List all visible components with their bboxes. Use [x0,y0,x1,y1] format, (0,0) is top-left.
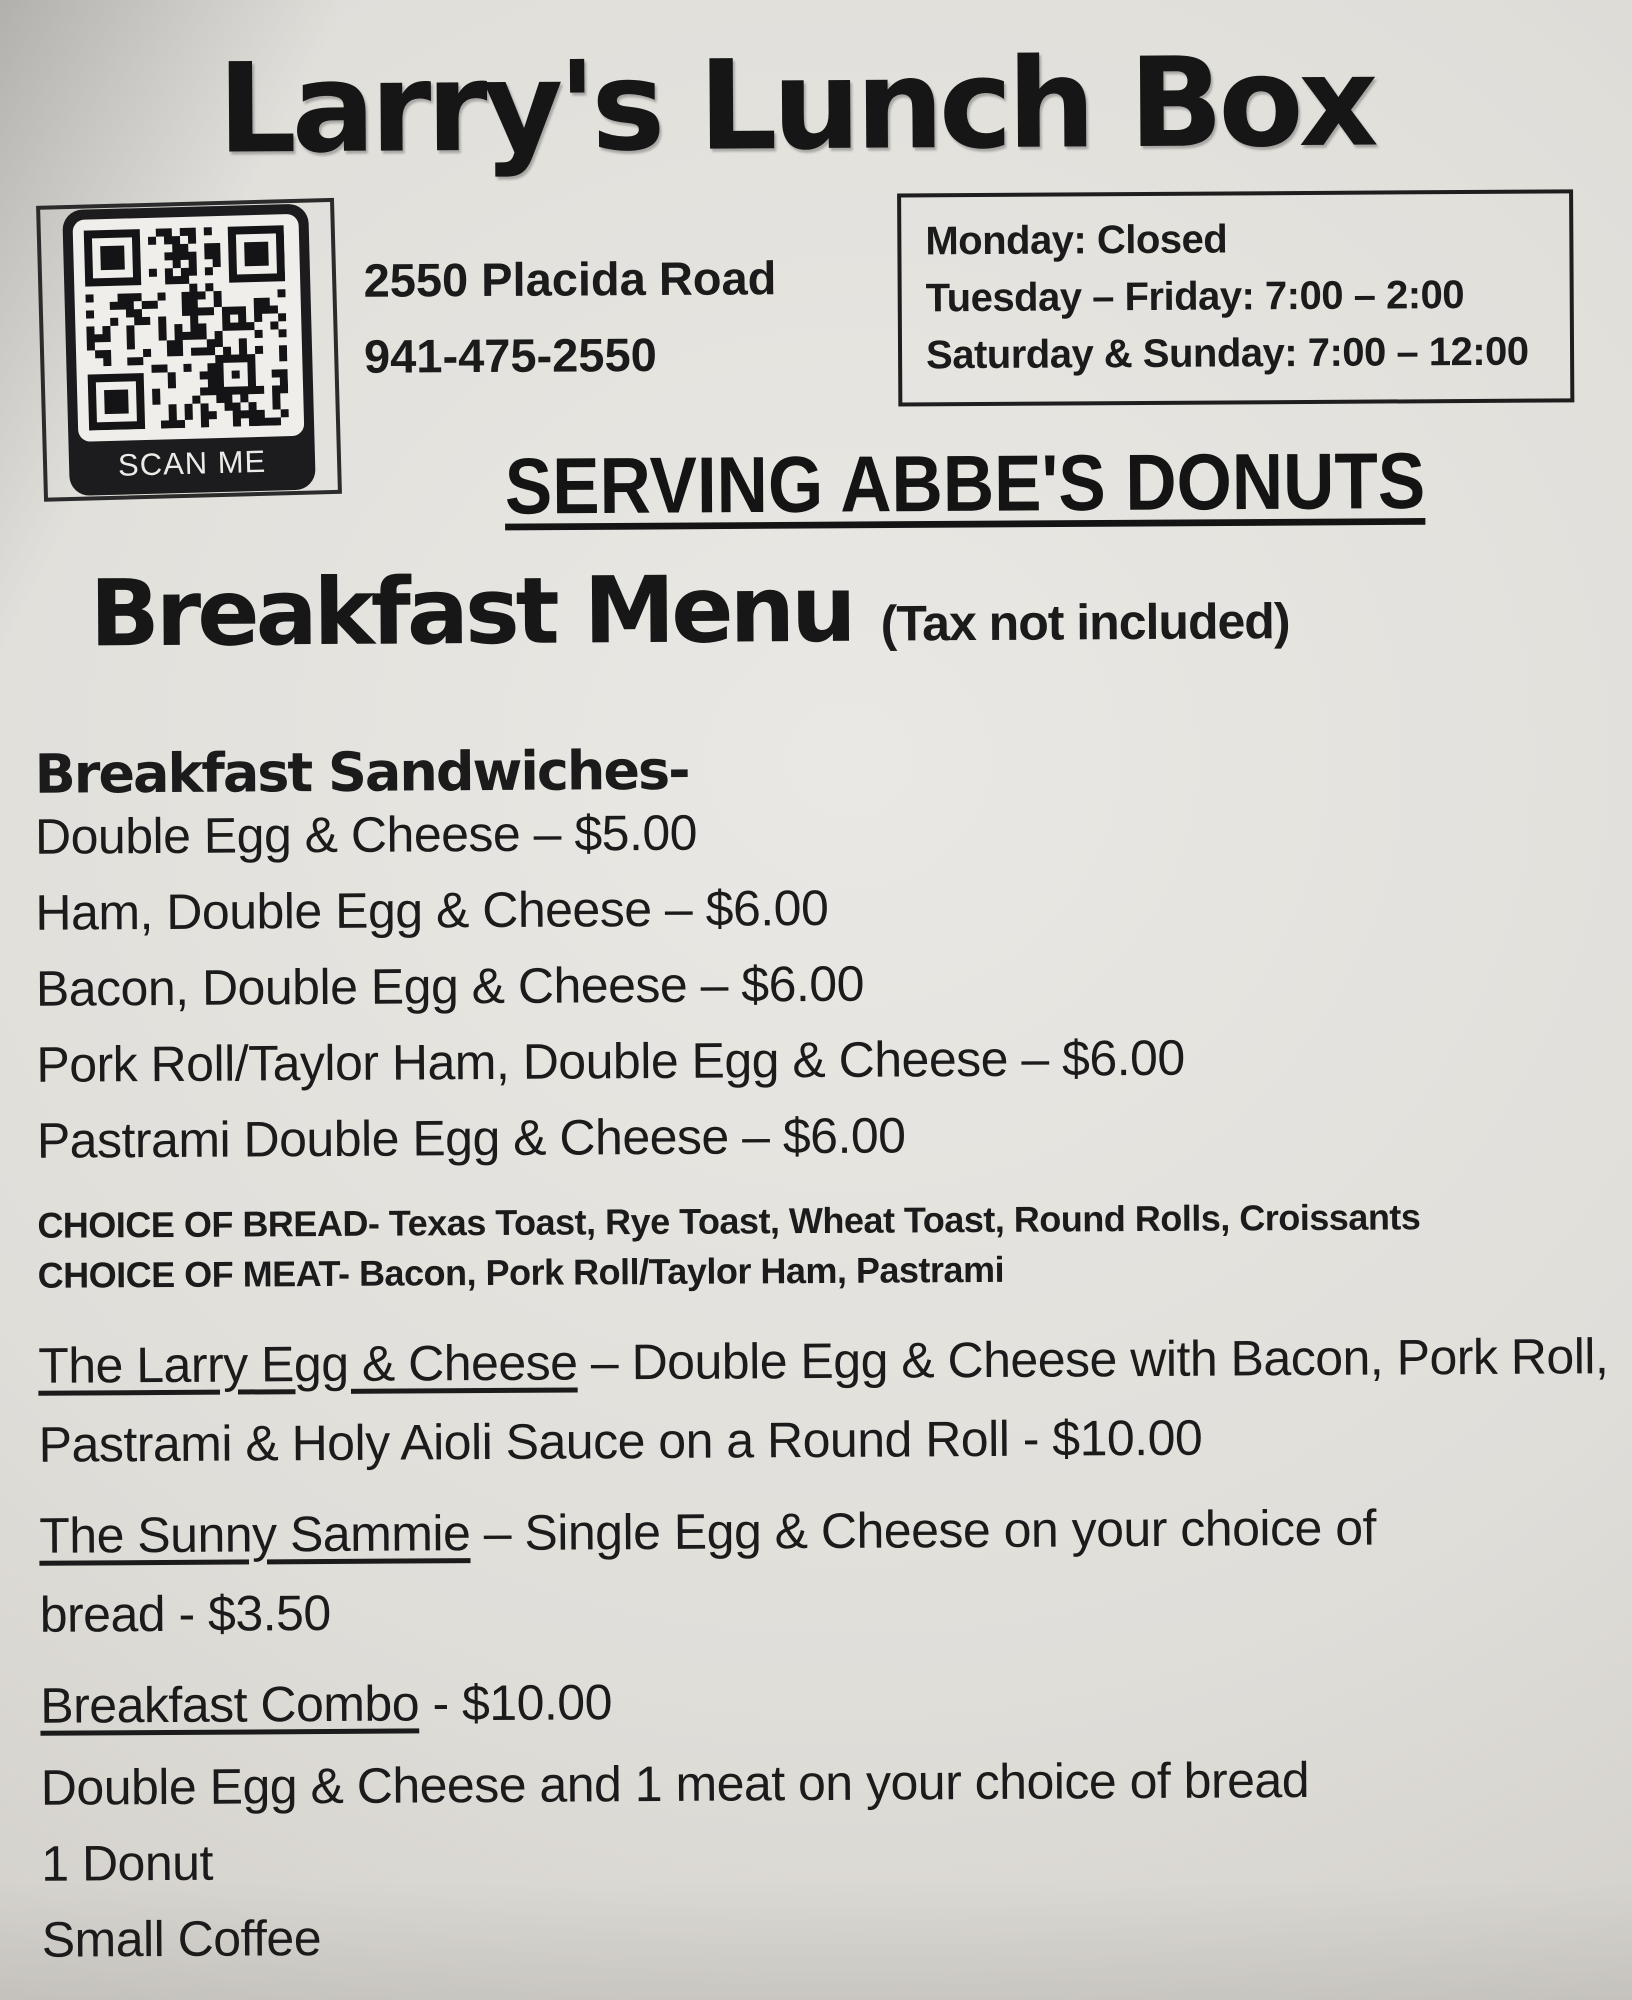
special-combo [40,1658,1542,1978]
meat-choice-note: CHOICE OF MEAT- Bacon, Pork Roll/Taylor Ham, Pastrami [37,1248,1005,1296]
hours-box [897,189,1574,406]
donuts-banner: SERVING ABBE'S DONUTS [504,437,1426,532]
special-larry [38,1317,1614,1485]
special-larry-name: The Larry Egg & Cheese [38,1334,578,1394]
combo-price: - $10.00 [418,1674,613,1732]
menu-title: Breakfast Menu [89,555,853,668]
combo-heading [40,1658,1540,1746]
qr-code-block [36,198,342,502]
tax-note: (Tax not included) [880,593,1290,652]
bread-choice-note: CHOICE OF BREAD- Texas Toast, Rye Toast, Wheat Toast, Round Rolls, Croissants [37,1196,1421,1246]
hours-weekdays: Tuesday – Friday: 7:00 – 2:00 [925,273,1465,321]
special-sunny [39,1488,1470,1655]
menu-item: Ham, Double Egg & Cheese – $6.00 [35,879,829,941]
menu-item: Pork Roll/Taylor Ham, Double Egg & Cheese – $6.00 [36,1029,1185,1093]
special-larry-desc: – Double Egg & Cheese with Bacon, Pork Roll, Pastrami & Holy Aioli Sauce on a Round Roll - $10.00 [38,1328,1609,1473]
sandwich-item-list [35,792,1186,1179]
restaurant-title: Larry's Lunch Box [217,30,1374,182]
combo-name: Breakfast Combo [40,1675,420,1734]
menu-title-row [89,553,1289,667]
contact-block [363,240,777,395]
special-sunny-desc: – Single Egg & Cheese on your choice of bread - $3.50 [39,1499,1377,1643]
special-sunny-name: The Sunny Sammie [39,1505,471,1564]
qr-scan-label: SCAN ME [117,443,267,483]
hours-weekend: Saturday & Sunday: 7:00 – 12:00 [925,329,1529,378]
menu-item: Bacon, Double Egg & Cheese – $6.00 [35,955,865,1017]
menu-item: Pastrami Double Egg & Cheese – $6.00 [36,1107,906,1169]
sandwich-section-heading: Breakfast Sandwiches- [34,738,689,806]
hours-monday: Monday: Closed [925,217,1228,264]
qr-code-icon [84,225,289,430]
combo-line: Small Coffee [41,1910,322,1968]
address-line: 2550 Placida Road [363,251,777,307]
combo-line: Double Egg & Cheese and 1 meat on your choice of bread [40,1752,1310,1816]
qr-code-frame [62,204,316,497]
combo-line: 1 Donut [41,1834,214,1892]
combo-lines [41,1741,1542,1978]
choices-notes [37,1192,1421,1300]
phone-line: 941-475-2550 [363,327,657,383]
menu-item: Double Egg & Cheese – $5.00 [34,804,698,865]
qr-code-background [72,214,304,442]
